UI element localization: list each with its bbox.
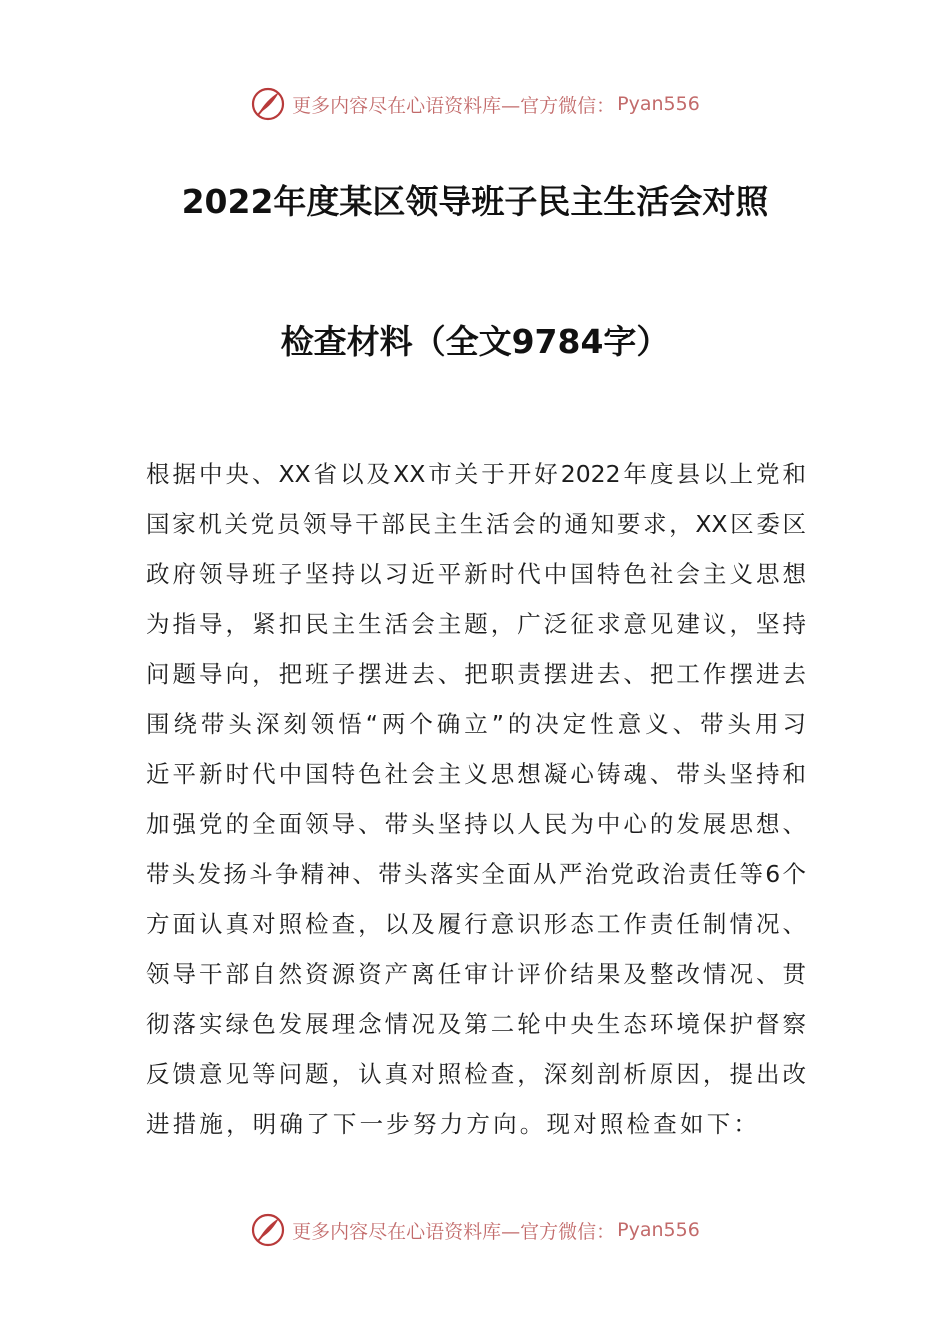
body-line: 方面认真对照检查，以及履行意识形态工作责任制情况、 xyxy=(146,910,806,938)
body-line: 彻落实绿色发展理念情况及第二轮中央生态环境保护督察 xyxy=(146,1010,806,1038)
body-line: 围绕带头深刻领悟“两个确立”的决定性意义、带头用习 xyxy=(146,710,806,738)
watermark-text: 更多内容尽在心语资料库—官方微信： xyxy=(292,1220,616,1243)
body-paragraph xyxy=(146,449,806,1149)
quill-logo-icon xyxy=(250,86,286,122)
body-line: 带头发扬斗争精神、带头落实全面从严治党政治责任等6个 xyxy=(146,860,806,888)
watermark-wechat-id: Pyan556 xyxy=(617,93,700,115)
watermark-wechat-id: Pyan556 xyxy=(617,1219,700,1241)
watermark-text: 更多内容尽在心语资料库—官方微信： xyxy=(292,94,616,117)
body-line: 政府领导班子坚持以习近平新时代中国特色社会主义思想 xyxy=(146,560,806,588)
footer-watermark xyxy=(0,1208,950,1252)
body-line: 反馈意见等问题，认真对照检查，深刻剖析原因，提出改 xyxy=(146,1060,806,1088)
body-line: 进措施，明确了下一步努力方向。现对照检查如下： xyxy=(146,1110,761,1138)
document-title-line-2: 检查材料（全文9784字） xyxy=(280,322,670,361)
body-line: 为指导，紧扣民主生活会主题，广泛征求意见建议，坚持 xyxy=(146,610,806,638)
body-line: 国家机关党员领导干部民主生活会的通知要求，XX区委区 xyxy=(146,510,806,538)
body-line: 领导干部自然资源资产离任审计评价结果及整改情况、贯 xyxy=(146,960,806,988)
body-line: 问题导向，把班子摆进去、把职责摆进去、把工作摆进去 xyxy=(146,660,806,688)
body-line: 根据中央、XX省以及XX市关于开好2022年度县以上党和 xyxy=(146,460,806,488)
header-watermark xyxy=(0,82,950,126)
quill-logo-icon xyxy=(250,1212,286,1248)
document-title-line-1: 2022年度某区领导班子民主生活会对照 xyxy=(181,182,769,221)
body-line: 近平新时代中国特色社会主义思想凝心铸魂、带头坚持和 xyxy=(146,760,806,788)
body-line: 加强党的全面领导、带头坚持以人民为中心的发展思想、 xyxy=(146,810,806,838)
